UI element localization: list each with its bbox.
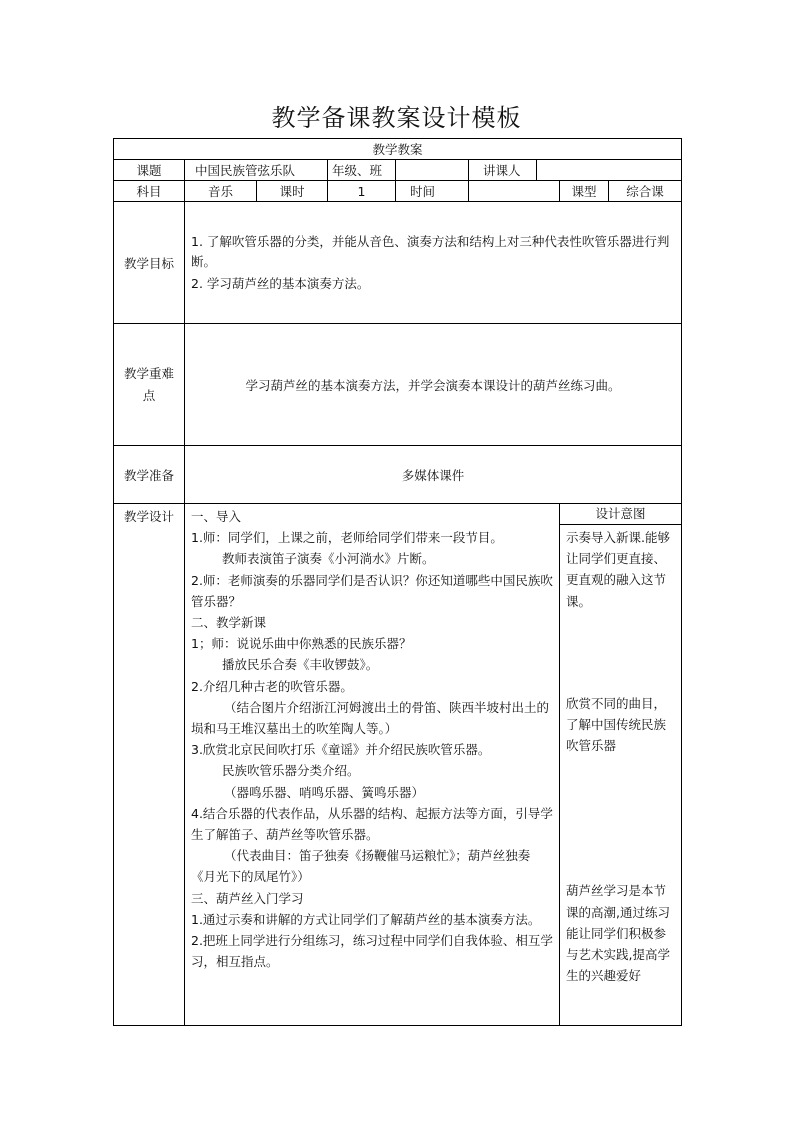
key-points-content: 学习葫芦丝的基本演奏方法，并学会演奏本课设计的葫芦丝练习曲。: [185, 324, 682, 446]
design-intent: 示奏导入新课.能够让同学们更直接、更直观的融入这节课。: [566, 530, 670, 609]
plan-line: 2.师：老师演奏的乐器同学们是否认识？你还知道哪些中国民族吹管乐器？: [191, 572, 553, 609]
design-intent: 葫芦丝学习是本节课的高潮,通过练习能让同学们积极参与艺术实践,提高学生的兴趣爱好: [566, 883, 670, 984]
plan-line: 1.师：同学们，上课之前，老师给同学们带来一段节目。: [191, 530, 503, 546]
lesson-plan-table: [113, 138, 682, 1026]
design-intent-header: 设计意图: [560, 504, 681, 525]
section-heading: 一、导入: [191, 509, 242, 524]
goals-content: [185, 202, 682, 324]
subject-label: 科目: [114, 181, 185, 202]
plan-line: 民族吹管乐器分类介绍。: [222, 763, 360, 779]
type-value: 综合课: [609, 181, 682, 202]
plan-line: 播放民乐合奏《丰收锣鼓》。: [222, 657, 379, 673]
plan-line: （器鸣乐器、哨鸣乐器、簧鸣乐器）: [224, 784, 425, 800]
plan-line: 2.把班上同学进行分组练习，练习过程中同学们自我体验、相互学习，相互指点。: [191, 933, 553, 970]
design-intent: 欣赏不同的曲目，了解中国传统民族吹管乐器: [566, 695, 667, 754]
section-heading: 三、葫芦丝入门学习: [191, 890, 304, 906]
design-intent-column: [560, 504, 682, 1026]
teacher-label: 讲课人: [469, 160, 537, 181]
period-label: 课时: [257, 181, 328, 202]
type-label: 课型: [560, 181, 609, 202]
plan-line: 3.欣赏北京民间吹打乐《童谣》并介绍民族吹管乐器。: [191, 742, 491, 758]
section-heading: 二、教学新课: [191, 615, 267, 631]
plan-line: 4.结合乐器的代表作品，从乐器的结构、起振方法等方面，引导学生了解笛子、葫芦丝等吹管乐器。: [191, 805, 553, 843]
topic-value: 中国民族管弦乐队: [185, 160, 328, 181]
plan-line: 1.通过示奏和讲解的方式让同学们了解葫芦丝的基本演奏方法。: [191, 911, 541, 927]
teacher-value: [537, 160, 682, 181]
grade-value: [396, 160, 469, 181]
period-value: 1: [328, 181, 396, 202]
goals-label: 教学目标: [114, 202, 185, 324]
plan-line: （结合图片介绍浙江河姆渡出土的骨笛、陕西半坡村出土的埙和马王堆汉墓出土的吹笙陶人等。）: [191, 699, 550, 737]
plan-line: 2.介绍几种古老的吹管乐器。: [191, 678, 353, 694]
time-value: [469, 181, 560, 202]
key-points-label: 教学重难点: [114, 324, 185, 446]
plan-line: 1；师：说说乐曲中你熟悉的民族乐器？: [191, 636, 412, 652]
time-label: 时间: [396, 181, 469, 202]
design-label: 教学设计: [114, 504, 185, 1026]
plan-line: （代表曲目：笛子独奏《扬鞭催马运粮忙》；葫芦丝独奏《月光下的凤尾竹》）: [191, 848, 531, 885]
design-procedure: [185, 504, 560, 1026]
goal-item: 1. 了解吹管乐器的分类，并能从音色、演奏方法和结构上对三种代表性吹管乐器进行判断。: [191, 233, 670, 269]
page-title: 教学备课教案设计模板: [271, 104, 522, 132]
plan-line: 教师表演笛子演奏《小河淌水》片断。: [222, 551, 435, 567]
goal-item: 2. 学习葫芦丝的基本演奏方法。: [191, 275, 370, 291]
topic-label: 课题: [114, 160, 185, 181]
grade-label: 年级、班: [328, 160, 396, 181]
subject-value: 音乐: [185, 181, 257, 202]
preparation-content: 多媒体课件: [185, 446, 682, 504]
preparation-label: 教学准备: [114, 446, 185, 504]
table-caption: 教学教案: [114, 139, 682, 160]
